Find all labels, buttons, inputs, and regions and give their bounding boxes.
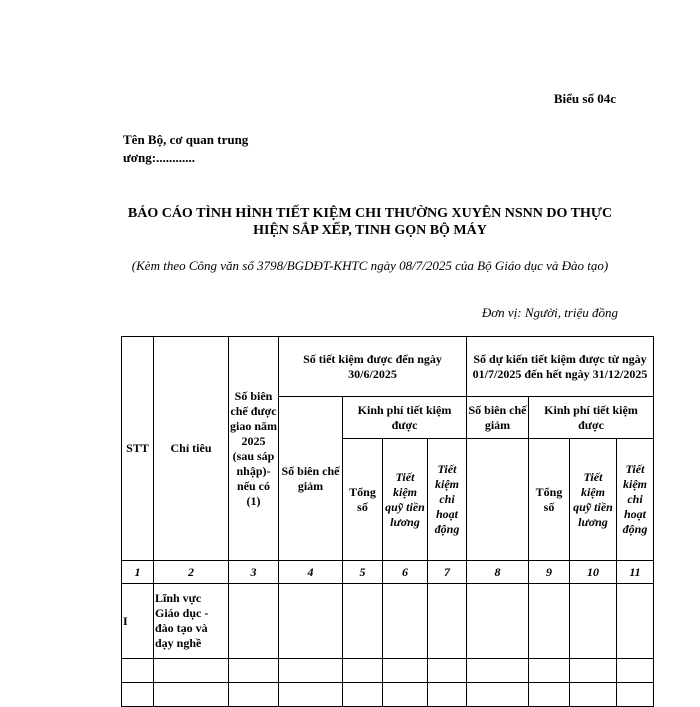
- table-cell: [529, 659, 570, 683]
- col-number: 10: [570, 561, 617, 584]
- header-quy-luong-b: Tiết kiệm quỹ tiền lương: [570, 439, 617, 561]
- row-label: [154, 683, 229, 707]
- table-row: [122, 659, 654, 683]
- row-stt: [122, 659, 154, 683]
- col-number: 1: [122, 561, 154, 584]
- header-chi-hoat-dong-b: Tiết kiệm chi hoạt động: [617, 439, 654, 561]
- table-cell: [428, 683, 467, 707]
- table-cell: [383, 659, 428, 683]
- table-cell: [529, 584, 570, 659]
- row-label: Lĩnh vực Giáo dục - đào tạo và dạy nghề: [154, 584, 229, 659]
- table-cell: [383, 683, 428, 707]
- table-row: [122, 683, 654, 707]
- col-number: 11: [617, 561, 654, 584]
- form-number: Biểu số 04c: [553, 91, 616, 106]
- header-chi-hoat-dong-a: Tiết kiệm chi hoạt động: [428, 439, 467, 561]
- row-label: [154, 659, 229, 683]
- table-cell: [279, 683, 343, 707]
- table-cell: [229, 659, 279, 683]
- header-tong-so-a: Tổng số: [343, 439, 383, 561]
- table-cell: [617, 683, 654, 707]
- table-cell: [529, 683, 570, 707]
- table-cell: [229, 683, 279, 707]
- row-stt: I: [122, 584, 154, 659]
- header-kinh-phi-a: Kinh phí tiết kiệm được: [343, 397, 467, 439]
- col-number: 5: [343, 561, 383, 584]
- table-cell: [343, 659, 383, 683]
- header-bien-che-giam-b: Số biên chế giảm: [467, 397, 529, 439]
- report-subtitle: (Kèm theo Công văn số 3798/BGDĐT-KHTC ngày 08/7/2025 của Bộ Giáo dục và Đào tạo): [131, 258, 609, 273]
- table-cell: [617, 584, 654, 659]
- table-cell: [467, 584, 529, 659]
- header-quy-luong-a: Tiết kiệm quỹ tiền lương: [383, 439, 428, 561]
- column-number-row: [122, 561, 654, 584]
- table-cell: [570, 584, 617, 659]
- table-cell: [279, 584, 343, 659]
- report-table: [121, 336, 654, 707]
- col-number: 2: [154, 561, 229, 584]
- header-bien-che-giao: Số biên chế được giao năm 2025 (sau sáp nhập)- nếu có (1): [229, 337, 279, 561]
- header-saving-to-date: Số tiết kiệm được đến ngày 30/6/2025: [279, 337, 467, 397]
- ministry-line: Tên Bộ, cơ quan trung ương:............: [123, 132, 249, 165]
- table-cell: [428, 584, 467, 659]
- col-number: 9: [529, 561, 570, 584]
- table-cell: [617, 659, 654, 683]
- header-kinh-phi-b: Kinh phí tiết kiệm được: [529, 397, 654, 439]
- header-saving-forecast: Số dự kiến tiết kiệm được từ ngày 01/7/2025 đến hết ngày 31/12/2025: [467, 337, 654, 397]
- table-cell: [229, 584, 279, 659]
- table-cell: [343, 683, 383, 707]
- header-chi-tieu: Chỉ tiêu: [154, 337, 229, 561]
- table-row: [122, 584, 654, 659]
- report-title: BÁO CÁO TÌNH HÌNH TIẾT KIỆM CHI THƯỜNG XUYÊN NSNN DO THỰC HIỆN SẮP XẾP, TINH GỌN BỘ MÁY: [127, 206, 613, 238]
- unit-note: Đơn vị: Người, triệu đồng: [481, 305, 618, 320]
- table-cell: [343, 584, 383, 659]
- col-number: 4: [279, 561, 343, 584]
- table-cell: [383, 584, 428, 659]
- table-cell: [279, 659, 343, 683]
- col-number: 8: [467, 561, 529, 584]
- table-cell: [467, 659, 529, 683]
- table-cell: [570, 659, 617, 683]
- header-empty-b: [467, 439, 529, 561]
- header-bien-che-giam-a: Số biên chế giảm: [279, 397, 343, 561]
- table-cell: [428, 659, 467, 683]
- header-tong-so-b: Tổng số: [529, 439, 570, 561]
- col-number: 6: [383, 561, 428, 584]
- table-cell: [570, 683, 617, 707]
- col-number: 3: [229, 561, 279, 584]
- header-stt: STT: [122, 337, 154, 561]
- row-stt: [122, 683, 154, 707]
- table-cell: [467, 683, 529, 707]
- col-number: 7: [428, 561, 467, 584]
